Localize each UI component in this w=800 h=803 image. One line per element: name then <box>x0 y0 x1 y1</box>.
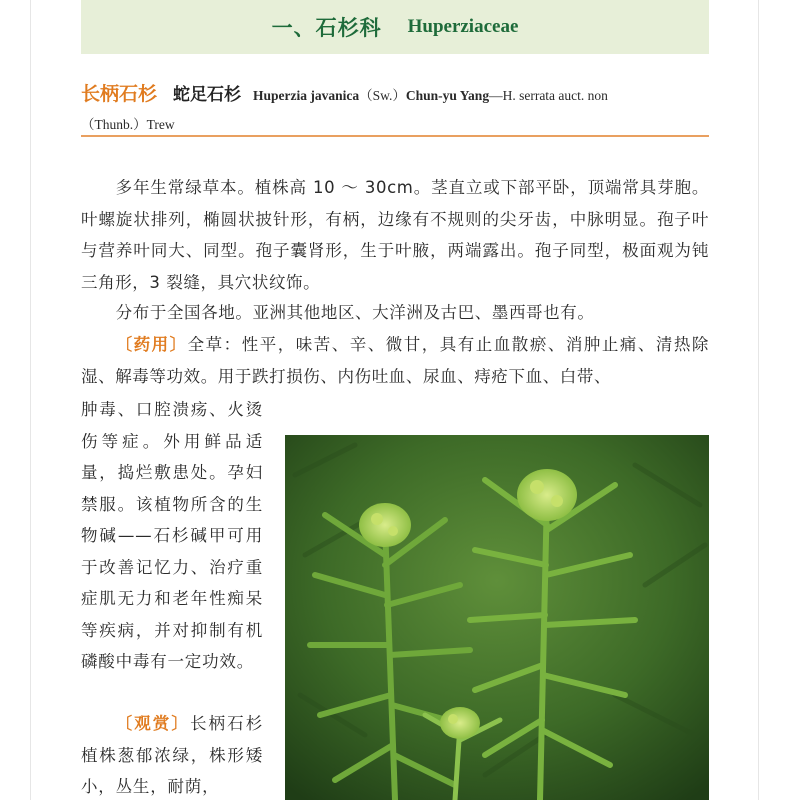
authority-open: （Sw.） <box>359 88 406 103</box>
scientific-name: Huperzia javanica <box>253 88 360 103</box>
ornamental-text: 长柄石杉植株葱郁浓绿，株形矮小，丛生，耐荫， <box>81 714 264 796</box>
section-title-chinese: 一、石杉科 <box>271 16 382 40</box>
plant-photo <box>285 435 709 800</box>
synonym-continued: （Thunb.）Trew <box>81 117 175 132</box>
synonym: —H. serrata auct. non <box>489 88 608 103</box>
species-header <box>81 80 709 140</box>
species-name: 长柄石杉 <box>81 83 158 105</box>
header-divider <box>81 135 709 137</box>
scientific-name-line <box>81 88 608 132</box>
medicinal-continued-text: 肿毒、口腔溃疡、火烫伤等症。外用鲜品适量，捣烂敷患处。孕妇禁服。该植物所含的生物碱——石杉碱甲可用于改善记忆力、治疗重症肌无力和老年性痴呆等疾病，并对抑制有机磷酸中毒有一定功效。 <box>81 400 263 671</box>
page-edge-left <box>30 0 31 800</box>
authority: Chun-yu Yang <box>405 88 490 103</box>
medicinal-paragraph <box>81 329 709 392</box>
page-edge-right <box>758 0 759 800</box>
section-banner <box>81 0 709 54</box>
section-title-latin: Huperziaceae <box>407 16 519 37</box>
medicinal-tag: 〔药用〕 <box>115 335 188 354</box>
distribution-paragraph: 分布于全国各地。亚洲其他地区、大洋洲及古巴、墨西哥也有。 <box>115 303 595 322</box>
ornamental-paragraph <box>81 708 263 803</box>
ornamental-tag: 〔观赏〕 <box>115 714 190 733</box>
medicinal-text: 全草：性平，味苦、辛、微甘，具有止血散瘀、消肿止痛、清热除湿、解毒等功效。用于跌打损伤、内伤吐血、尿血、痔疮下血、白带、 <box>81 335 709 386</box>
species-alias: 蛇足石杉 <box>173 85 242 105</box>
description-paragraph: 多年生常绿草本。植株高 10 ～ 30cm。茎直立或下部平卧，顶端常具芽胞。叶螺旋状排列，椭圆状披针形，有柄，边缘有不规则的尖牙齿，中脉明显。孢子叶与营养叶同大、同型。孢子囊肾形，生于叶腋，两端露出。孢子同型，极面观为钝三角形，3 裂缝，具穴状纹饰。 <box>81 178 709 292</box>
